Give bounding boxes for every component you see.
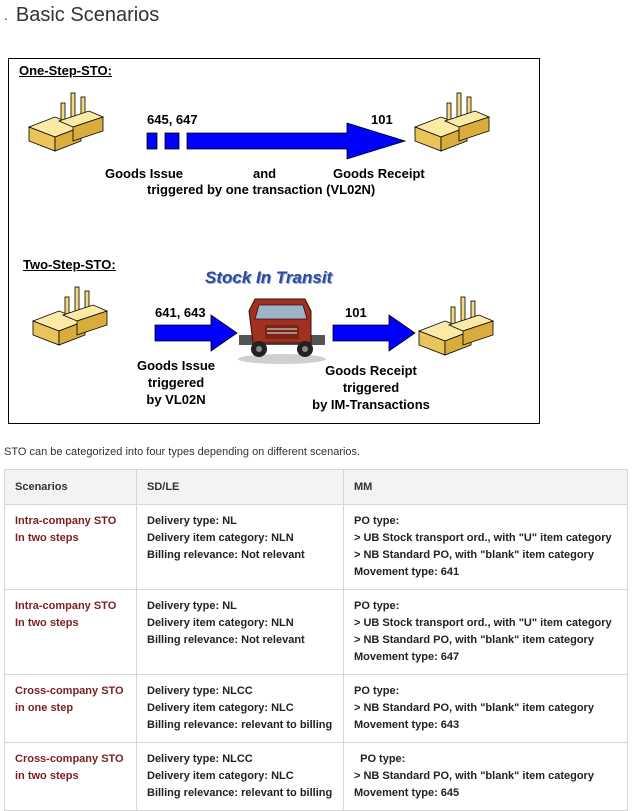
mm-line: > UB Stock transport ord., with "U" item category xyxy=(354,617,612,629)
two-step-issue-arrow xyxy=(155,313,239,353)
scenario-line: Intra-company STO xyxy=(15,600,117,612)
scenario-cell xyxy=(5,590,137,675)
factory-icon xyxy=(25,87,105,157)
scenario-line: Cross-company STO xyxy=(15,685,124,697)
one-step-goods-receipt: Goods Receipt xyxy=(333,166,425,181)
mm-cell xyxy=(344,590,628,675)
mm-line: Movement type: 645 xyxy=(354,787,460,799)
mm-line: > NB Standard PO, with "blank" item category xyxy=(354,770,594,782)
truck-icon xyxy=(235,295,329,365)
two-step-goods-issue xyxy=(131,357,221,408)
one-step-receipt-movement: 101 xyxy=(371,112,393,127)
sdle-line: Billing relevance: Not relevant xyxy=(147,634,305,646)
sdle-line: Delivery type: NL xyxy=(147,600,237,612)
issue-line-2: triggered xyxy=(147,375,205,390)
mm-line: Movement type: 643 xyxy=(354,719,460,731)
scenario-line: Cross-company STO xyxy=(15,753,124,765)
one-step-label: One-Step-STO: xyxy=(19,63,112,78)
column-header-scenarios: Scenarios xyxy=(5,470,137,505)
sdle-line: Delivery item category: NLN xyxy=(147,617,294,629)
sdle-line: Billing relevance: Not relevant xyxy=(147,549,305,561)
issue-line-3: by VL02N xyxy=(146,392,206,407)
one-step-goods-issue: Goods Issue xyxy=(105,166,184,181)
one-step-issue-movement: 645, 647 xyxy=(147,112,198,127)
two-step-goods-receipt xyxy=(301,362,441,413)
sdle-line: Billing relevance: relevant to billing xyxy=(147,719,333,731)
table-row xyxy=(5,675,628,743)
factory-icon xyxy=(29,281,109,351)
sdle-line: Delivery type: NLCC xyxy=(147,753,253,765)
table-row xyxy=(5,590,628,675)
sto-scenarios-table xyxy=(4,469,628,811)
one-step-and: and xyxy=(253,166,277,181)
scenario-line: in one step xyxy=(15,702,74,714)
factory-icon xyxy=(411,87,491,157)
mm-line: PO type: xyxy=(354,515,400,527)
sdle-line: Delivery type: NL xyxy=(147,515,237,527)
sto-diagram xyxy=(8,58,540,424)
scenario-line: In two steps xyxy=(15,532,79,544)
mm-cell xyxy=(344,743,628,811)
sdle-line: Billing relevance: relevant to billing xyxy=(147,787,333,799)
mm-line: > UB Stock transport ord., with "U" item category xyxy=(354,532,612,544)
two-step-receipt-movement: 101 xyxy=(345,305,367,320)
scenario-cell xyxy=(5,675,137,743)
one-step-arrow xyxy=(147,121,407,161)
receipt-line-2: triggered xyxy=(342,380,400,395)
sdle-line: Delivery type: NLCC xyxy=(147,685,253,697)
sdle-cell xyxy=(137,743,344,811)
mm-line: Movement type: 647 xyxy=(354,651,460,663)
mm-line: > NB Standard PO, with "blank" item category xyxy=(354,549,594,561)
mm-cell xyxy=(344,675,628,743)
mm-line: PO type: xyxy=(354,685,400,697)
table-row xyxy=(5,505,628,590)
sdle-cell xyxy=(137,505,344,590)
scenario-line: in two steps xyxy=(15,770,79,782)
table-header-row xyxy=(5,470,628,505)
mm-line: Movement type: 641 xyxy=(354,566,460,578)
one-step-triggered: triggered by one transaction (VL02N) xyxy=(147,182,376,197)
column-header-sdle: SD/LE xyxy=(137,470,344,505)
heading-bullet: . xyxy=(4,7,8,23)
sdle-line: Delivery item category: NLC xyxy=(147,770,294,782)
page-heading xyxy=(4,2,159,28)
sdle-line: Delivery item category: NLN xyxy=(147,532,294,544)
factory-icon xyxy=(415,291,495,361)
column-header-mm: MM xyxy=(344,470,628,505)
receipt-line-1: Goods Receipt xyxy=(325,363,417,378)
scenario-cell xyxy=(5,743,137,811)
scenario-line: In two steps xyxy=(15,617,79,629)
table-row xyxy=(5,743,628,811)
two-step-label: Two-Step-STO: xyxy=(23,257,116,272)
two-step-receipt-arrow xyxy=(333,313,417,353)
issue-line-1: Goods Issue xyxy=(136,358,216,373)
two-step-issue-movement: 641, 643 xyxy=(155,305,206,320)
sdle-line: Delivery item category: NLC xyxy=(147,702,294,714)
stock-in-transit-title: Stock In Transit xyxy=(205,268,333,287)
mm-line: PO type: xyxy=(354,753,406,765)
sdle-cell xyxy=(137,590,344,675)
mm-line: > NB Standard PO, with "blank" item category xyxy=(354,634,594,646)
mm-line: > NB Standard PO, with "blank" item category xyxy=(354,702,594,714)
scenario-cell xyxy=(5,505,137,590)
mm-line: PO type: xyxy=(354,600,400,612)
scenario-line: Intra-company STO xyxy=(15,515,117,527)
receipt-line-3: by IM-Transactions xyxy=(312,397,430,412)
page-title: Basic Scenarios xyxy=(15,3,160,26)
intro-text: STO can be categorized into four types depending on different scenarios. xyxy=(4,446,361,458)
sdle-cell xyxy=(137,675,344,743)
mm-cell xyxy=(344,505,628,590)
